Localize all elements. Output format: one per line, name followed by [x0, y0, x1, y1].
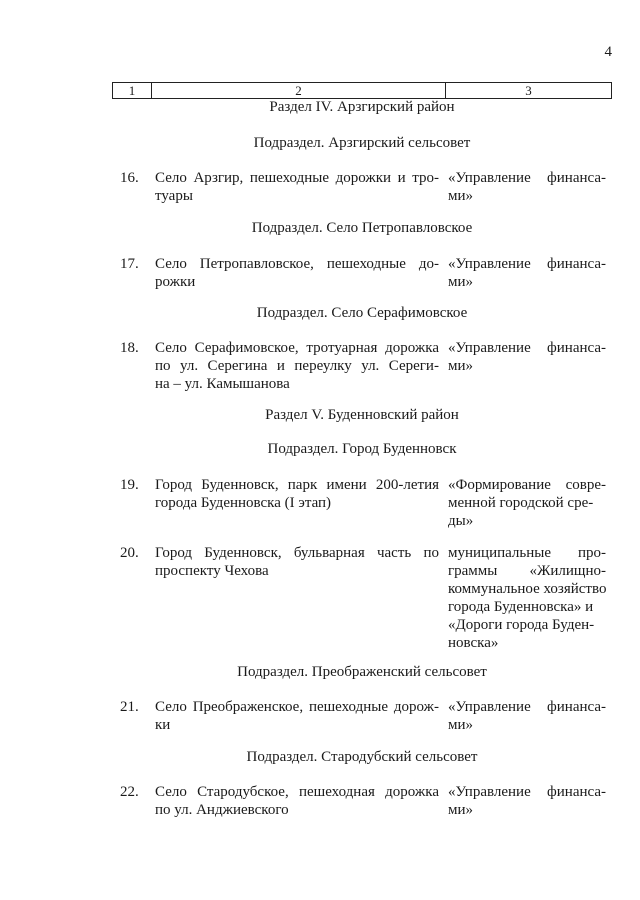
description-word: Село	[155, 784, 187, 800]
description-word: Город	[155, 477, 193, 493]
description-word: Арзгир,	[193, 170, 244, 186]
program-line: ми»	[448, 802, 474, 818]
description-word: парк	[287, 477, 318, 493]
subsection-heading: Подраздел. Арзгирский сельсовет	[253, 135, 471, 151]
program-line: коммунальное хозяйство	[448, 581, 607, 597]
description-line: города Буденновска (I этап)	[155, 495, 332, 511]
table-row	[112, 698, 612, 738]
description-line: проспекту Чехова	[155, 563, 269, 579]
section-heading: Раздел IV. Арзгирский район	[269, 99, 455, 115]
column-number-header	[112, 82, 612, 99]
description-word: Село	[155, 340, 187, 356]
description-word: бульварная	[293, 545, 365, 561]
description-word: пешеходные	[249, 170, 329, 186]
description-word: пешеходные	[326, 256, 406, 272]
description-word: Стародубское,	[197, 784, 289, 800]
description-word: Село	[155, 699, 187, 715]
subsection-heading: Подраздел. Преображенский сельсовет	[237, 664, 487, 680]
description-word: часть	[376, 545, 412, 561]
program-word: «Управление	[448, 170, 531, 186]
description-word: Серегина	[207, 358, 268, 374]
description-word: Буденновск,	[204, 545, 282, 561]
row-number: 17.	[120, 256, 139, 272]
description-word: имени	[326, 477, 367, 493]
program-name	[448, 783, 606, 819]
description-word: тротуарная	[306, 340, 378, 356]
column-number-2: 2	[152, 83, 446, 98]
description-word: Петропавловское,	[199, 256, 314, 272]
description-line	[155, 783, 439, 801]
description-line: по ул. Анджиевского	[155, 802, 289, 818]
description-word: до-	[418, 256, 439, 272]
description-word: тро-	[412, 170, 439, 186]
description-word: пешеходная	[298, 784, 375, 800]
description-line	[155, 339, 439, 357]
description-word: по	[155, 358, 171, 374]
description-word: переулку	[294, 358, 352, 374]
row-number: 16.	[120, 170, 139, 186]
table-row	[112, 169, 612, 209]
program-line: ми»	[448, 274, 474, 290]
program-word: граммы	[448, 563, 498, 579]
description-line: рожки	[155, 274, 196, 290]
program-word: финанса-	[547, 699, 606, 715]
program-name	[448, 698, 606, 734]
description-line	[155, 255, 439, 273]
description-line	[155, 169, 439, 187]
description-word: и	[276, 358, 285, 374]
table-row	[112, 339, 612, 397]
description-word: дорож-	[393, 699, 439, 715]
description-word: Село	[155, 256, 187, 272]
subsection-heading: Подраздел. Город Буденновск	[267, 441, 457, 457]
table-row	[112, 783, 612, 823]
program-word: «Формирование	[448, 477, 551, 493]
description-word: и	[397, 170, 406, 186]
program-line: ми»	[448, 717, 474, 733]
description-line: ки	[155, 717, 171, 733]
program-word: «Жилищно-	[529, 563, 606, 579]
program-word: финанса-	[547, 340, 606, 356]
program-line: ми»	[448, 188, 474, 204]
column-number-3: 3	[525, 83, 532, 98]
description-word: дорожка	[385, 340, 439, 356]
description-word: дорожка	[385, 784, 439, 800]
object-description	[155, 698, 439, 734]
program-line: «Дороги города Буден-	[448, 617, 595, 633]
program-name	[448, 255, 606, 291]
description-word: Преображенское,	[192, 699, 304, 715]
program-word: финанса-	[547, 170, 606, 186]
program-line: новска»	[448, 635, 499, 651]
description-line	[155, 476, 439, 494]
description-line: туары	[155, 188, 193, 204]
table-row	[112, 544, 612, 654]
program-line: менной городской сре-	[448, 495, 594, 511]
program-name	[448, 339, 606, 375]
description-word: Сереги-	[388, 358, 439, 374]
description-word: Серафимовское,	[194, 340, 299, 356]
object-description	[155, 783, 439, 819]
description-line	[155, 357, 439, 375]
subsection-heading: Подраздел. Село Серафимовское	[256, 305, 468, 321]
description-word: ул.	[361, 358, 380, 374]
table-row	[112, 255, 612, 295]
subsection-heading: Подраздел. Стародубский сельсовет	[246, 749, 478, 765]
program-word: «Управление	[448, 256, 531, 272]
object-description	[155, 544, 439, 580]
row-number: 22.	[120, 784, 139, 800]
program-word: финанса-	[547, 784, 606, 800]
row-number: 18.	[120, 340, 139, 356]
program-line: ми»	[448, 358, 474, 374]
description-word: Город	[155, 545, 193, 561]
description-line: на – ул. Камышанова	[155, 376, 290, 392]
section-heading: Раздел V. Буденновский район	[265, 407, 459, 423]
subsection-heading: Подраздел. Село Петропавловское	[251, 220, 473, 236]
row-number: 20.	[120, 545, 139, 561]
table-row	[112, 476, 612, 534]
program-word: совре-	[565, 477, 606, 493]
program-name	[448, 544, 606, 652]
program-word: «Управление	[448, 699, 531, 715]
program-name	[448, 169, 606, 205]
object-description	[155, 339, 439, 393]
program-word: про-	[577, 545, 606, 561]
column-number-1: 1	[113, 83, 152, 98]
program-line: города Буденновска» и	[448, 599, 594, 615]
description-word: Село	[155, 170, 187, 186]
description-word: 200-летия	[375, 477, 439, 493]
program-word: муниципальные	[448, 545, 552, 561]
description-word: дорожки	[335, 170, 392, 186]
object-description	[155, 169, 439, 205]
description-word: по	[423, 545, 439, 561]
row-number: 21.	[120, 699, 139, 715]
description-word: пешеходные	[308, 699, 389, 715]
program-word: «Управление	[448, 784, 531, 800]
program-word: финанса-	[547, 256, 606, 272]
description-line	[155, 544, 439, 562]
program-line: ды»	[448, 513, 474, 529]
object-description	[155, 255, 439, 291]
description-line	[155, 698, 439, 716]
program-name	[448, 476, 606, 530]
object-description	[155, 476, 439, 512]
description-word: Буденновск,	[201, 477, 279, 493]
program-word: «Управление	[448, 340, 531, 356]
row-number: 19.	[120, 477, 139, 493]
description-word: ул.	[180, 358, 199, 374]
page-number: 4	[604, 44, 612, 60]
